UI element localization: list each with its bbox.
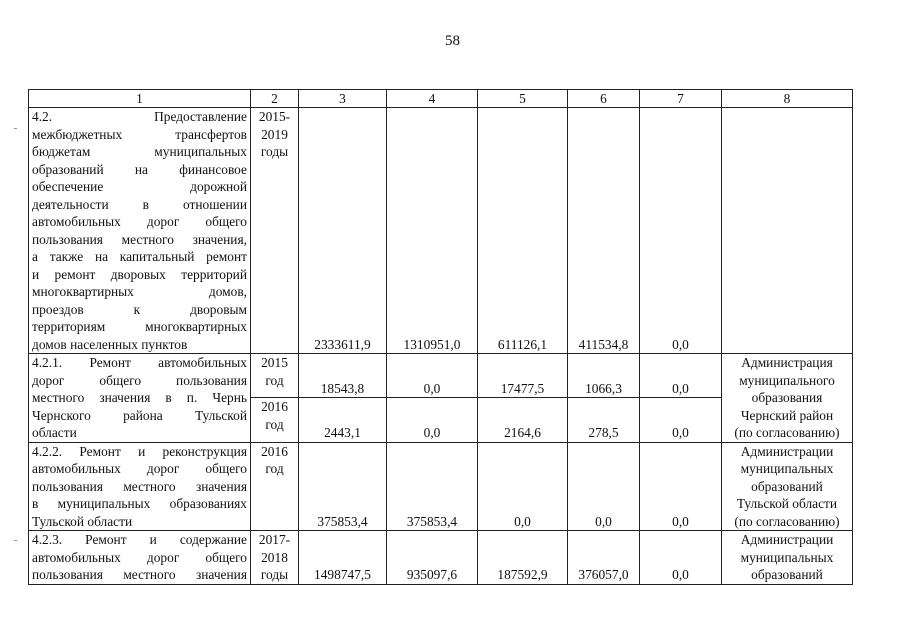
- value-cell: 375853,4: [299, 442, 387, 531]
- value-cell: 935097,6: [387, 531, 478, 585]
- value-cell: 0,0: [640, 398, 722, 442]
- table-row: [29, 531, 853, 585]
- column-header: 4: [387, 90, 478, 108]
- value-cell: 2164,6: [478, 398, 568, 442]
- scan-speck: [14, 128, 17, 129]
- executor-cell: Администрации муниципальных образований: [722, 531, 853, 585]
- value-cell: 375853,4: [387, 442, 478, 531]
- measure-description: 4.2.1. Ремонт автомобильных дорог общего пользования местного значения в п. Чернь Чернского района Тульской области: [29, 354, 251, 443]
- table-row: [29, 442, 853, 531]
- table-row: [29, 108, 853, 354]
- value-cell: 1310951,0: [387, 108, 478, 354]
- value-cell: 0,0: [478, 442, 568, 531]
- column-header: 1: [29, 90, 251, 108]
- page-number: 58: [445, 33, 460, 49]
- value-cell: 2443,1: [299, 398, 387, 442]
- table-row: [29, 354, 853, 398]
- value-cell: 2333611,9: [299, 108, 387, 354]
- value-cell: 187592,9: [478, 531, 568, 585]
- column-header: 3: [299, 90, 387, 108]
- value-cell: 0,0: [640, 442, 722, 531]
- column-header: 7: [640, 90, 722, 108]
- value-cell: 0,0: [640, 354, 722, 398]
- value-cell: 1498747,5: [299, 531, 387, 585]
- period-cell: 2016 год: [251, 442, 299, 531]
- executor-cell: Администрации муниципальных образований Тульской области (по согласованию): [722, 442, 853, 531]
- period-cell: 2017- 2018 годы: [251, 531, 299, 585]
- period-cell: 2016 год: [251, 398, 299, 442]
- value-cell: 1066,3: [568, 354, 640, 398]
- value-cell: 611126,1: [478, 108, 568, 354]
- executor-cell: [722, 108, 853, 354]
- value-cell: 278,5: [568, 398, 640, 442]
- program-table: [28, 89, 853, 585]
- column-header: 6: [568, 90, 640, 108]
- column-header: 5: [478, 90, 568, 108]
- measure-description: 4.2. Предоставление межбюджетных трансфертов бюджетам муниципальных образований на финансовое обеспечение дорожной деятельности в отношении автомобильных дорог общего пользования местного значения, а также на капитальный ремонт и ремонт дворовых территорий многоквартирных домов, проездов к дворовым территориям многоквартирных домов населенных пунктов: [29, 108, 251, 354]
- period-cell: 2015 год: [251, 354, 299, 398]
- value-cell: 0,0: [387, 354, 478, 398]
- measure-description: 4.2.3. Ремонт и содержание автомобильных дорог общего пользования местного значения: [29, 531, 251, 585]
- header-row: [29, 90, 853, 108]
- value-cell: 411534,8: [568, 108, 640, 354]
- column-header: 8: [722, 90, 853, 108]
- column-header: 2: [251, 90, 299, 108]
- period-cell: 2015- 2019 годы: [251, 108, 299, 354]
- scan-speck: [14, 540, 17, 541]
- measure-description: 4.2.2. Ремонт и реконструкция автомобильных дорог общего пользования местного значения в муниципальных образованиях Тульской области: [29, 442, 251, 531]
- value-cell: 376057,0: [568, 531, 640, 585]
- value-cell: 0,0: [568, 442, 640, 531]
- executor-cell: Администрация муниципального образования Чернский район (по согласованию): [722, 354, 853, 443]
- value-cell: 17477,5: [478, 354, 568, 398]
- value-cell: 0,0: [387, 398, 478, 442]
- value-cell: 0,0: [640, 531, 722, 585]
- value-cell: 0,0: [640, 108, 722, 354]
- value-cell: 18543,8: [299, 354, 387, 398]
